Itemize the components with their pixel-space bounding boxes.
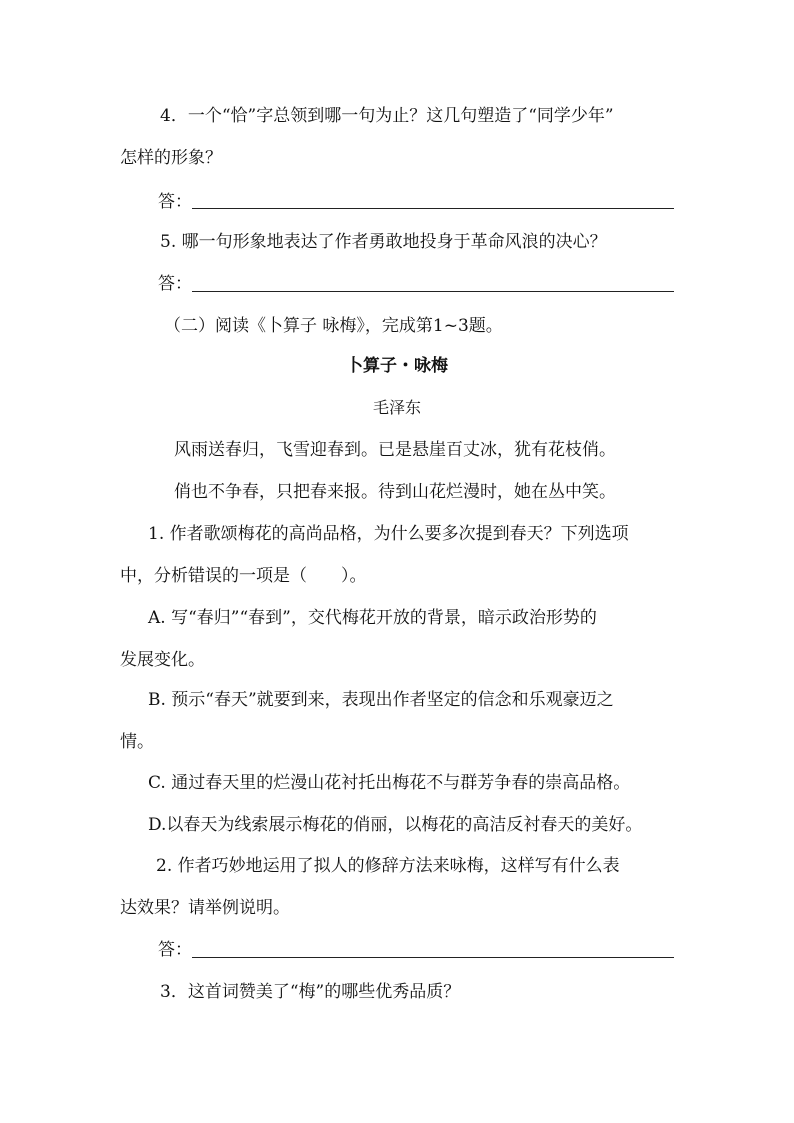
answer-label-q5: 答：: [158, 274, 192, 294]
question-3: 3．这首词赞美了“梅”的哪些优秀品质？: [160, 982, 461, 1002]
section-2-intro: （二）阅读《卜算子 咏梅》，完成第1~3题。: [164, 316, 503, 336]
option-c: C. 通过春天里的烂漫山花衬托出梅花不与群芳争春的崇高品格。: [148, 773, 631, 793]
answer-blank-q5[interactable]: [192, 291, 674, 292]
option-a-line-1: A. 写“春归”“春到”，交代梅花开放的背景，暗示政治形势的: [148, 608, 597, 628]
answer-label-q2: 答：: [158, 940, 192, 960]
answer-blank-q4[interactable]: [192, 208, 674, 209]
question-1-line-1: 1. 作者歌颂梅花的高尚品格，为什么要多次提到春天？下列选项: [148, 524, 629, 544]
option-d: D.以春天为线索展示梅花的俏丽，以梅花的高洁反衬春天的美好。: [148, 815, 643, 835]
poem-author: 毛泽东: [372, 398, 421, 417]
option-b-line-2: 情。: [120, 732, 154, 752]
poem-line-1: 风雨送春归，飞雪迎春到。已是悬崖百丈冰，犹有花枝俏。: [174, 440, 616, 460]
poem-line-2: 俏也不争春，只把春来报。待到山花烂漫时，她在丛中笑。: [174, 482, 616, 502]
answer-blank-q2[interactable]: [192, 957, 674, 958]
question-4-line-1: 4．一个“恰”字总领到哪一句为止？这几句塑造了“同学少年”: [160, 106, 614, 126]
question-2-line-1: 2. 作者巧妙地运用了拟人的修辞方法来咏梅，这样写有什么表: [156, 856, 620, 876]
question-2-line-2: 达效果？请举例说明。: [120, 898, 290, 918]
question-1-line-2: 中，分析错误的一项是（ ）。: [120, 566, 367, 586]
question-4-line-2: 怎样的形象？: [120, 148, 222, 168]
answer-label-q4: 答：: [158, 192, 192, 212]
poem-title: 卜算子・咏梅: [346, 356, 448, 376]
option-a-line-2: 发展变化。: [120, 650, 205, 670]
option-b-line-1: B. 预示“春天”就要到来，表现出作者坚定的信念和乐观豪迈之: [148, 690, 614, 710]
question-5: 5. 哪一句形象地表达了作者勇敢地投身于革命风浪的决心？: [160, 232, 607, 252]
